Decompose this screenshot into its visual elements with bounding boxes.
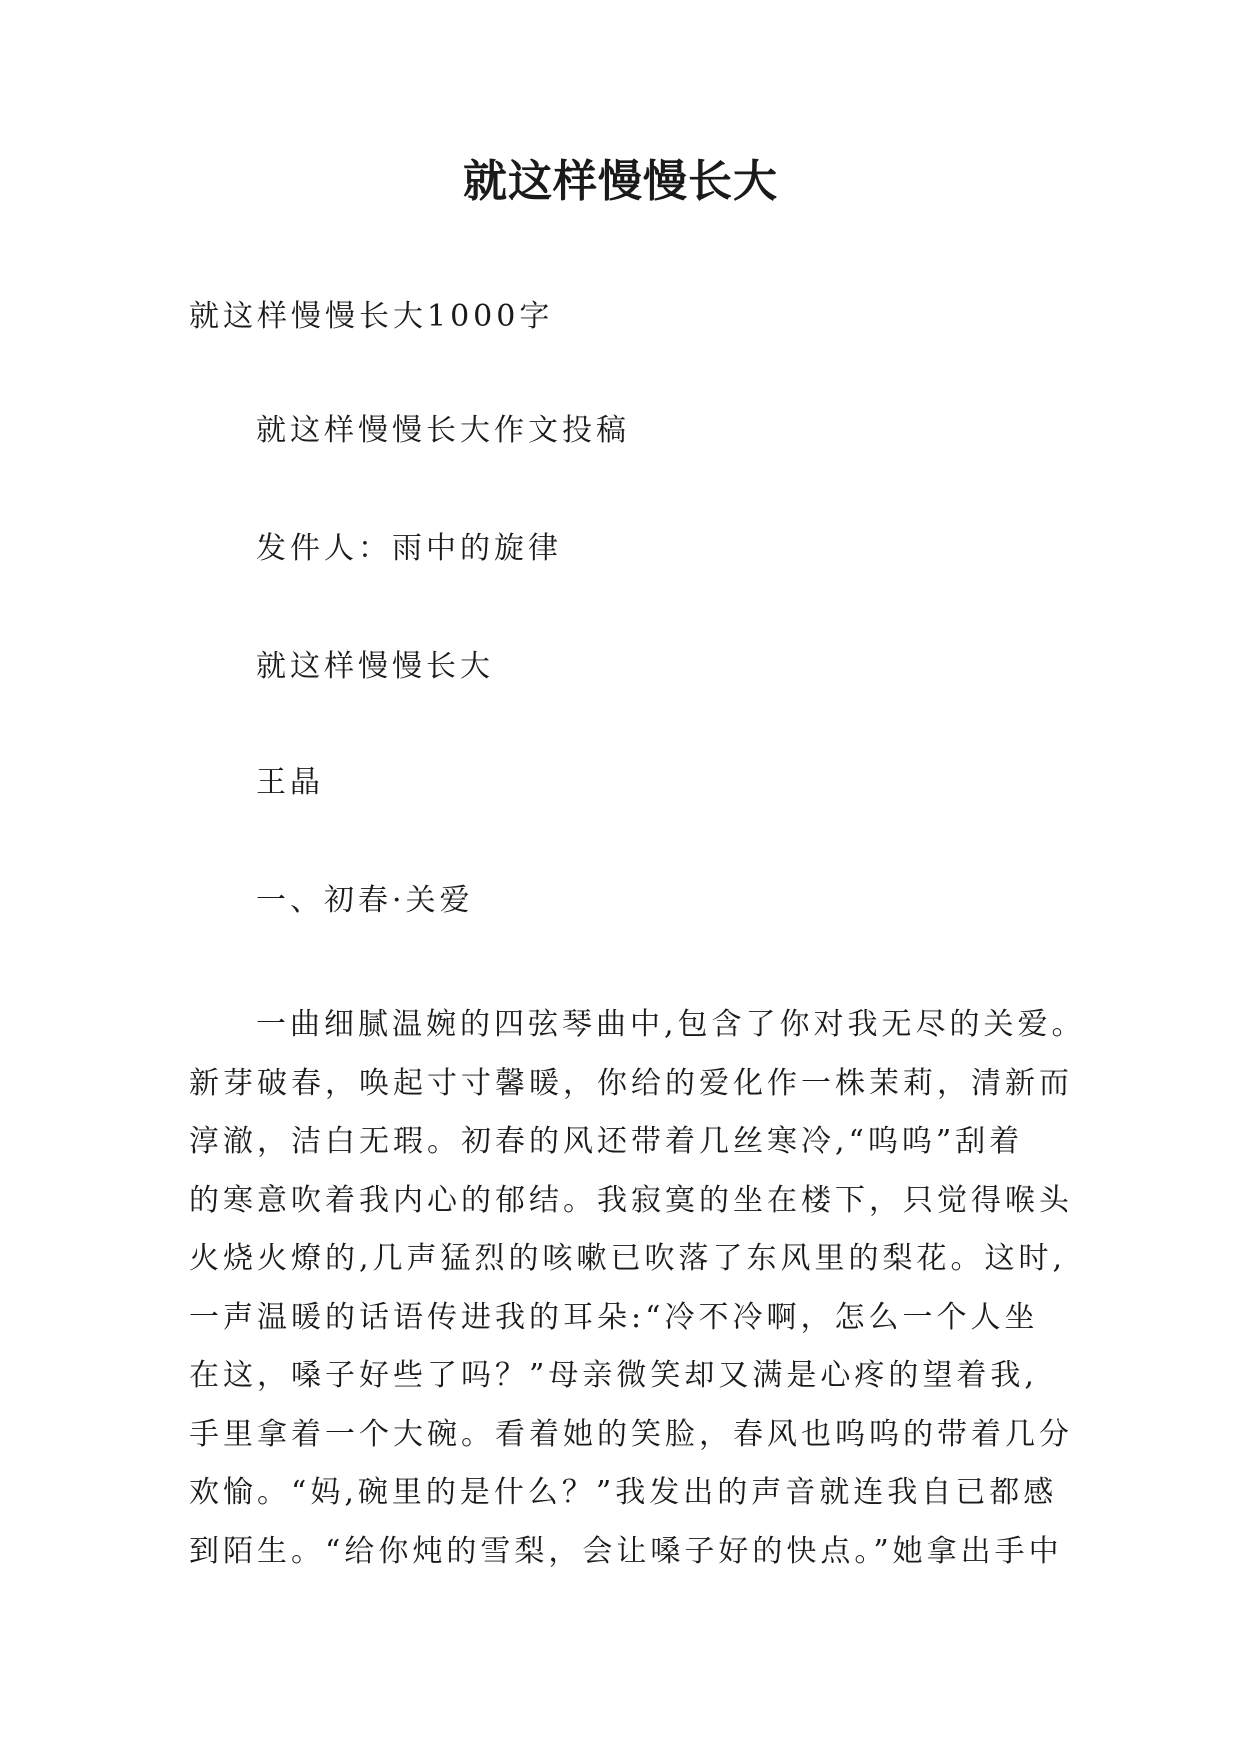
body-paragraph [189,996,1086,1581]
author-name: 王晶 [256,765,324,800]
paragraph-line: 新芽破春，唤起寸寸馨暖，你给的爱化作一株茉莉，清新而 [189,1065,1073,1101]
paragraph-line: 一曲细腻温婉的四弦琴曲中,包含了你对我无尽的关爱。 [256,1007,1086,1042]
paragraph-line: 一声温暖的话语传进我的耳朵:“冷不冷啊，怎么一个人坐 [189,1299,1039,1335]
document-subtitle: 就这样慢慢长大1000字 [189,299,554,334]
paragraph-line: 到陌生。“给你炖的雪梨，会让嗓子好的快点。”她拿出手中 [189,1533,1063,1569]
paragraph-line: 欢愉。“妈,碗里的是什么？”我发出的声音就连我自已都感 [189,1475,1058,1510]
paragraph-line: 手里拿着一个大碗。看着她的笑脸，春风也呜呜的带着几分 [189,1416,1073,1452]
paragraph-line: 在这，嗓子好些了吗？”母亲微笑却又满是心疼的望着我, [189,1358,1038,1393]
document-title: 就这样慢慢长大 [463,156,778,207]
paragraph-line: 的寒意吹着我内心的郁结。我寂寞的坐在楼下，只觉得喉头 [189,1182,1073,1218]
submission-line: 就这样慢慢长大作文投稿 [256,413,630,448]
sender-line: 发件人：雨中的旋律 [256,531,562,566]
paragraph-line: 淳澈，洁白无瑕。初春的风还带着几丝寒冷,“呜呜”刮着 [189,1124,1024,1159]
section-heading: 一、初春·关爱 [256,883,474,918]
essay-title: 就这样慢慢长大 [256,649,494,684]
paragraph-line: 火烧火燎的,几声猛烈的咳嗽已吹落了东风里的梨花。这时, [189,1241,1067,1276]
